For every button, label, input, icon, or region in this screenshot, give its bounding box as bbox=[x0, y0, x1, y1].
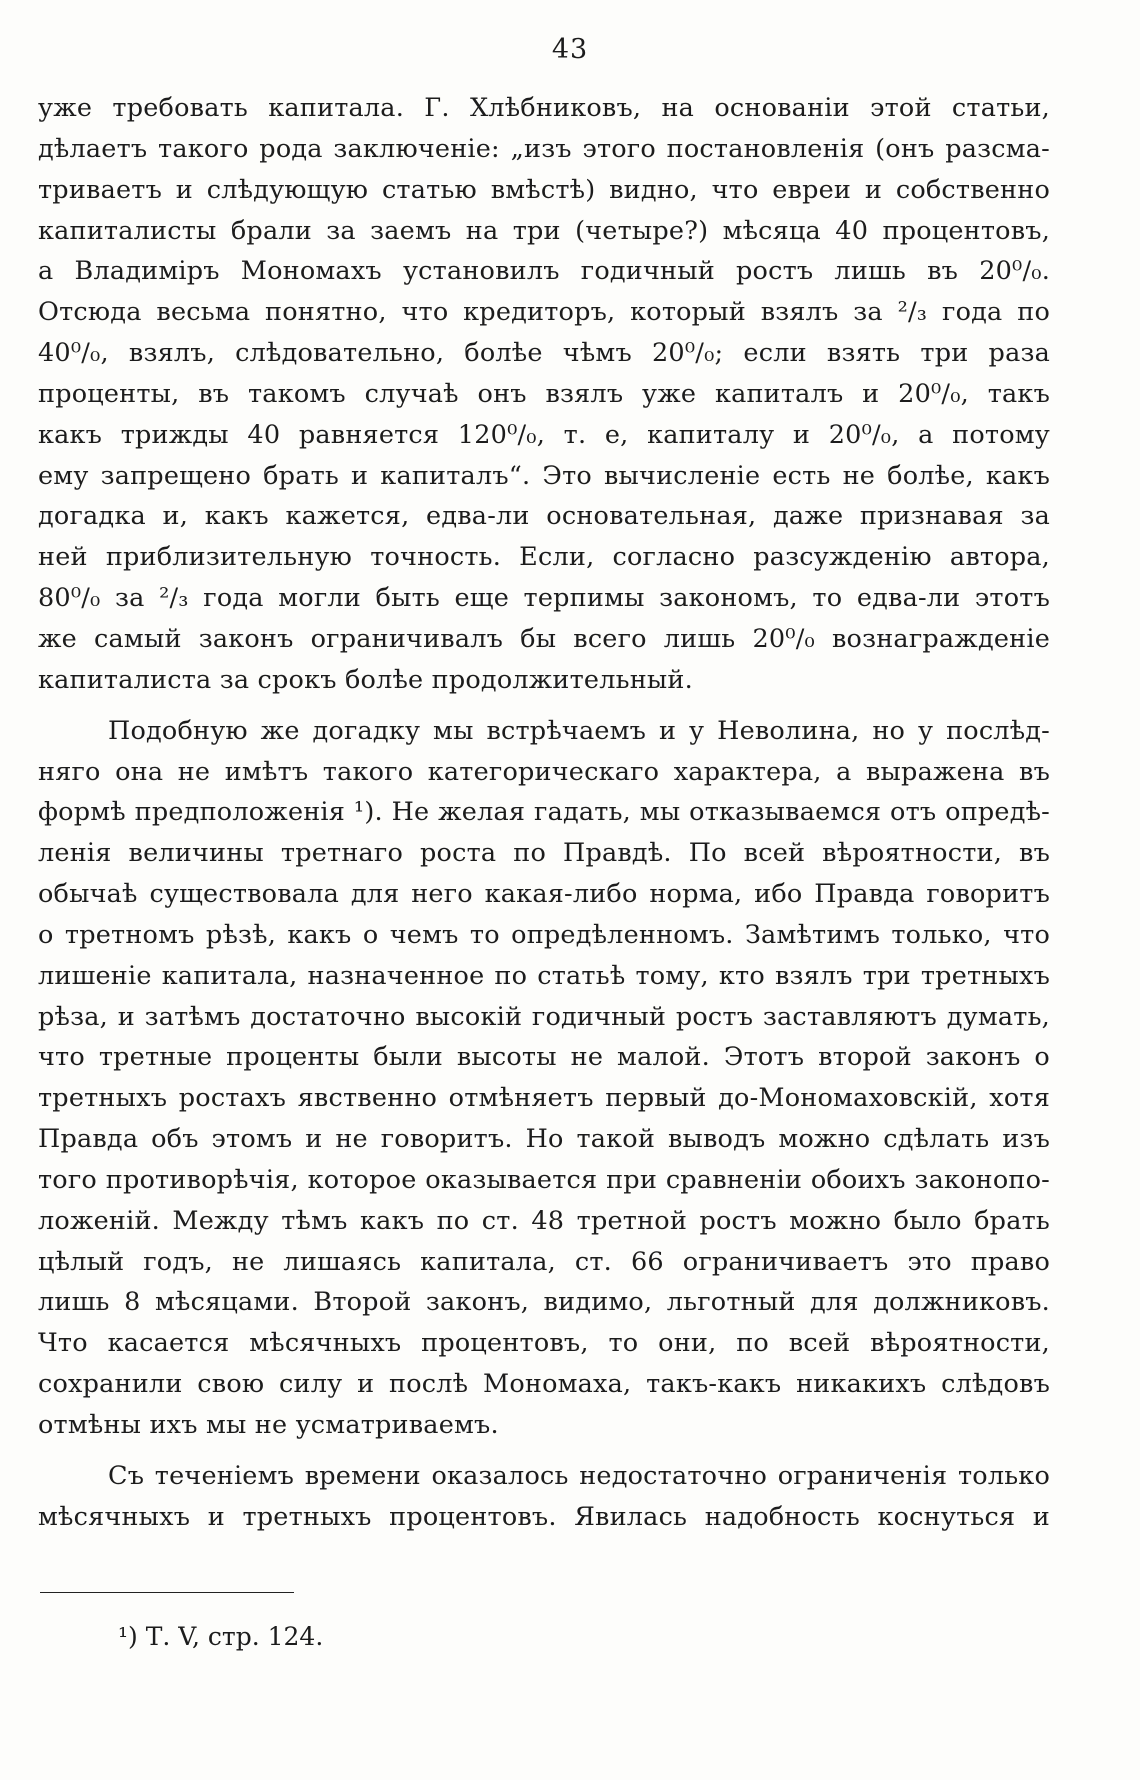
text-line: догадка и, какъ кажется, едва-ли основательная, даже признавая за bbox=[38, 501, 1050, 532]
paragraph-2 bbox=[38, 711, 1050, 1446]
text-line: а Владиміръ Мономахъ установилъ годичный ростъ лишь въ 20⁰/₀. bbox=[38, 256, 1050, 287]
text-line: лишеніе капитала, назначенное по статьѣ тому, кто взялъ три третныхъ bbox=[38, 960, 1050, 991]
text-line: 80⁰/₀ за ²/₃ года могли быть еще терпимы закономъ, то едва-ли этотъ bbox=[38, 583, 1050, 614]
text-line: обычаѣ существовала для него какая-либо норма, ибо Правда говоритъ bbox=[38, 879, 1050, 910]
footnote bbox=[118, 1620, 323, 1654]
text-line: ему запрещено брать и капиталъ“. Это вычисленіе есть не болѣе, какъ bbox=[38, 460, 1050, 491]
text-line: Что касается мѣсячныхъ процентовъ, то они, по всей вѣроятности, bbox=[38, 1328, 1050, 1359]
text-line: проценты, въ такомъ случаѣ онъ взялъ уже капиталъ и 20⁰/₀, такъ bbox=[38, 378, 1050, 409]
footnote-marker: ¹) bbox=[118, 1622, 138, 1651]
text-line: цѣлый годъ, не лишаясь капитала, ст. 66 ограничиваетъ это право bbox=[38, 1246, 1050, 1277]
text-line: ложеній. Между тѣмъ какъ по ст. 48 третной ростъ можно было брать bbox=[38, 1205, 1050, 1236]
text-line: рѣза, и затѣмъ достаточно высокій годичный ростъ заставляютъ думать, bbox=[38, 1001, 1050, 1032]
text-line: какъ трижды 40 равняется 120⁰/₀, т. е, капиталу и 20⁰/₀, а потому bbox=[38, 419, 1050, 450]
text-line: Подобную же догадку мы встрѣчаемъ и у Неволина, но у послѣд- bbox=[108, 715, 1050, 746]
text-line: 40⁰/₀, взялъ, слѣдовательно, болѣе чѣмъ 20⁰/₀; если взять три раза bbox=[38, 338, 1050, 369]
text-line: лишь 8 мѣсяцами. Второй законъ, видимо, льготный для должниковъ. bbox=[38, 1287, 1050, 1318]
paragraph-gap bbox=[38, 1446, 1050, 1456]
text-line: Съ теченіемъ времени оказалось недостаточно ограниченія только bbox=[108, 1460, 1050, 1491]
text-line: отмѣны ихъ мы не усматриваемъ. bbox=[38, 1410, 499, 1440]
text-line: уже требовать капитала. Г. Хлѣбниковъ, на основаніи этой статьи, bbox=[38, 93, 1050, 123]
text-line: ней приблизительную точность. Если, согласно разсужденію автора, bbox=[38, 542, 1050, 573]
text-line: няго она не имѣтъ такого категорическаго характера, а выражена въ bbox=[38, 756, 1050, 787]
text-line: мѣсячныхъ и третныхъ процентовъ. Явилась надобность коснуться и bbox=[38, 1501, 1050, 1532]
text-line: ленія величины третнаго роста по Правдѣ. По всей вѣроятности, въ bbox=[38, 838, 1050, 869]
text-line: триваетъ и слѣдующую статью вмѣстѣ) видно, что евреи и собственно bbox=[38, 174, 1050, 205]
text-line: формѣ предположенія ¹). Не желая гадать, мы отказываемся отъ опредѣ- bbox=[38, 797, 1050, 828]
text-line: о третномъ рѣзѣ, какъ о чемъ то опредѣленномъ. Замѣтимъ только, что bbox=[38, 919, 1050, 950]
text-line: капиталиста за срокъ болѣе продолжительный. bbox=[38, 664, 693, 695]
text-line: же самый законъ ограничивалъ бы всего лишь 20⁰/₀ вознагражденіе bbox=[38, 623, 1050, 654]
text-line: сохранили свою силу и послѣ Мономаха, такъ-какъ никакихъ слѣдовъ bbox=[38, 1369, 1050, 1400]
text-line: того противорѣчія, которое оказывается при сравненіи обоихъ законопо- bbox=[38, 1164, 1050, 1195]
page-number: 43 bbox=[551, 34, 589, 65]
text-line: что третные проценты были высоты не малой. Этотъ второй законъ о bbox=[38, 1042, 1050, 1073]
paragraph-1 bbox=[38, 88, 1050, 701]
body-text bbox=[38, 88, 1050, 1538]
text-line: дѣлаетъ такого рода заключеніе: „изъ этого постановленія (онъ разсма- bbox=[38, 133, 1050, 164]
text-line: Правда объ этомъ и не говоритъ. Но такой выводъ можно сдѣлать изъ bbox=[38, 1124, 1050, 1155]
footnote-divider bbox=[40, 1592, 294, 1593]
paragraph-gap bbox=[38, 701, 1050, 711]
text-line: третныхъ ростахъ явственно отмѣняетъ первый до-Мономаховскій, хотя bbox=[38, 1083, 1050, 1114]
footnote-text: Т. V, стр. 124. bbox=[145, 1622, 324, 1651]
text-line: капиталисты брали за заемъ на три (четыре?) мѣсяца 40 процентовъ, bbox=[38, 215, 1050, 246]
text-line: Отсюда весьма понятно, что кредиторъ, который взялъ за ²/₃ года по bbox=[38, 297, 1050, 328]
paragraph-3 bbox=[38, 1456, 1050, 1538]
